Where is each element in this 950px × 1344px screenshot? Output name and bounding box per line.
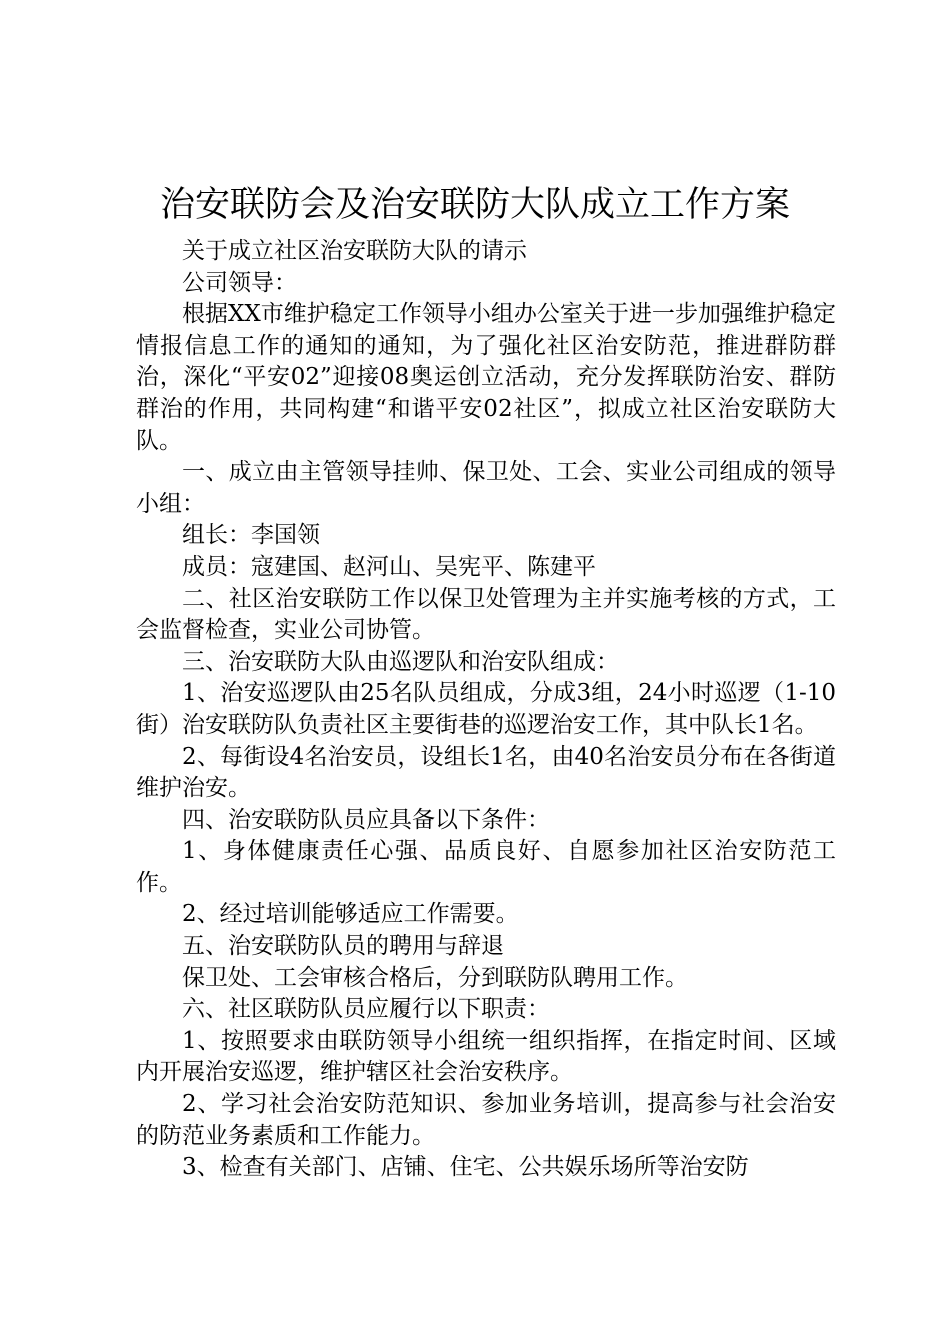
paragraph-salutation: 公司领导： (182, 269, 297, 296)
paragraph-6-item-2: 2、学习社会治安防范知识、参加业务培训，提高参与社会治安的防范业务素质和工作能力。 (136, 1091, 836, 1149)
paragraph-group-leader: 组长：李国领 (182, 522, 320, 549)
paragraph-section-6: 六、社区联防队员应履行以下职责： (182, 996, 550, 1023)
paragraph-section-1: 一、成立由主管领导挂帅、保卫处、工会、实业公司组成的领导小组： (136, 459, 836, 517)
paragraph-section-3: 三、治安联防大队由巡逻队和治安队组成： (182, 648, 619, 675)
paragraph-6-item-1: 1、按照要求由联防领导小组统一组织指挥，在指定时间、区域内开展治安巡逻，维护辖区社会治安秩序。 (136, 1027, 836, 1086)
paragraph-4-item-2: 2、经过培训能够适应工作需要。 (182, 901, 519, 928)
document-title: 治安联防会及治安联防大队成立工作方案 (159, 185, 790, 225)
paragraph-6-item-3: 3、检查有关部门、店铺、住宅、公共娱乐场所等治安防 (182, 1154, 749, 1181)
paragraph-section-2: 二、社区治安联防工作以保卫处管理为主并实施考核的方式，工会监督检查，实业公司协管。 (136, 585, 836, 644)
paragraph-intro: 根据XX市维护稳定工作领导小组办公室关于进一步加强维护稳定情报信息工作的通知的通知，为了强化社区治安防范，推进群防群治，深化“平安02”迎接08奥运创立活动，充分发挥联防治安、群防群治的作用，共同构建“和谐平安02社区”，拟成立社区治安联防大队。 (136, 301, 836, 454)
paragraph-section-4: 四、治安联防队员应具备以下条件： (182, 806, 550, 833)
document-body (136, 236, 836, 1184)
paragraph-request-heading: 关于成立社区治安联防大队的请示 (182, 238, 527, 264)
paragraph-5-text: 保卫处、工会审核合格后，分到联防队聘用工作。 (182, 964, 688, 991)
paragraph-3-item-2: 2、每街设4名治安员，设组长1名，由40名治安员分布在各街道维护治安。 (136, 743, 836, 802)
paragraph-members: 成员：寇建国、赵河山、吴宪平、陈建平 (182, 553, 596, 580)
paragraph-3-item-1: 1、治安巡逻队由25名队员组成，分成3组，24小时巡逻（1-10街）治安联防队负责社区主要街巷的巡逻治安工作，其中队长1名。 (136, 680, 836, 738)
paragraph-4-item-1: 1、身体健康责任心强、品质良好、自愿参加社区治安防范工作。 (136, 838, 836, 896)
paragraph-section-5: 五、治安联防队员的聘用与辞退 (182, 933, 504, 960)
